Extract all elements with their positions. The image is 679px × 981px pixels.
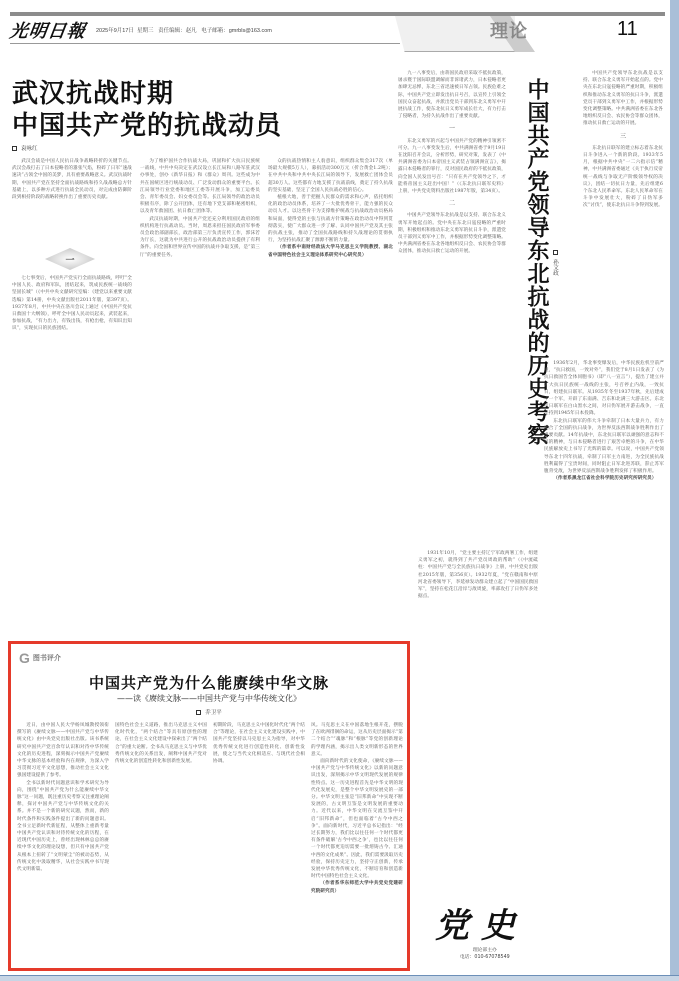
masthead-meta [96,26,272,34]
article-2-title: 中国共产党领导东北抗战的历史考察 [524,78,549,446]
article-2-col-4: 1936年2月，华北事变爆发后，中华民族危机空前严重，“抗日救国，一致对外”，我们党于8月1日发表了《为抗日救国告全体同胞书》（即“八一宣言”），提出了建立并扩大抗日民族统一战线的主张，号召停止内战，一致抗日，组建抗日联军。从1935年冬至1937年秋，先后建成十一个军，开辟了东南满、吉东和北满三大游击区。东北抗日联军在白山黑水之间，对日伪军展开游击战争，一直坚持到1945年日本投降。 东北抗日联军的伟大斗争牵制了日本大量兵力，有力配合了全国的抗日战争，为世界反法西斯战争胜利作出了重要贡献。14年抗战中，东北抗日联军以顽强的意志和不屈的精神，与日本侵略者进行了艰苦卓绝的斗争，在中华民族解放史上书写了光辉的篇章。可以说，中国共产党领导东北十四年抗战，牵制了日军主力南进，为全民族抗战胜利赢得了宝贵时间，同时阻止日军北进苏联，辞止苏军腹背受敌，为世界反法西斯战争胜利发挥了积极作用。 （作者系黑龙江省社会科学院历史研究所研究员） [544,361,664,482]
viewer-bottom-edge [0,975,679,981]
article-1-col-1: 七七事变后，中国共产党实行全面抗战路线，呼吁“全中国人民、政府和军队，团结起来，筑成民族统一战线的坚固长城”（《中共中央文献研究室编：《建党以来重要文献选编》第14册，中央文献出版社2011年版，第397页）。1937年8月，中共中央在洛川会议上通过《中国共产党抗日救国十大纲领》，呼吁全中国人民动员起来，武装起来，参加抗战，“有力出力，有钱出钱，有枪出枪，有知识出知识”，实现抗日的民族团结。 [12,276,132,332]
contact-phone: 电话：010-67078549 [460,955,510,960]
party-history-calligraphy: 党史 [435,906,527,946]
g-logo-icon: G [19,650,30,666]
header-rule [10,43,400,44]
article-1-col-3: 众的抗战热情和主人翁意识，组织群众集会317次（单场最大规模5万人），募捐活动300万元（折合黄金1.2吨）；在中共中央和中共中央长江局的领导下，发展救亡团体会员超30万人。这些都有力地支援了抗战前线，奠定了持久抗战的坚实基础，坚定了全国人民抗战必胜的信心。 植根大地，善于把握人民群众的需求和心声，依托组织化的政治动员体系，培养了一大批优秀骨干，能力强的民众动员人才。以这些骨干为支撑维护统战与抗战政治动员格局和局面，使得党的主张与抗战方针策略在政治动员中得到贯彻落实，使广大群众进一步了解、认同中国共产党及其主张的抗战主张，推动了全国抗战路线和持久战理论的贯彻执行，为坚持抗战汇聚了源源不断的力量。 （作者系中南财经政法大学马克思主义学院教授、湖北省中国特色社会主义理论体系研究中心研究员） [268,159,393,258]
book-review-col-4: 风。马克思主义在中国落地生根开花，摆脱了在欧洲徘徊的命运，这从历史层面揭示“第二个结合”“魂脉”和“根脉”等党的创新理论的学理内涵，揭示出人类文明新形态的世界意义。 面向新时代的文化使命，《赓续文脉——中国共产党与中华传统文化》以新的问题意识出发，深刻揭示中华文明现代发展的规律性特点。这一历史进程首先是中华文明的现代化发展史，是整个中华文明发展史的一部分。中华文明主张是“旧邦新命”中实现不断发展的，古文明互鉴是文明发展的重要动力。近代以来，中华文明在交流互鉴中开启“旧邦新命”，但也面临着“古今中西之争”。面向新时代，习近平总书记指出：“经过长期努力，我们比以往任何一个时代都更有条件破解‘古今中西之争’，也比以往任何一个时代都更迫切需要一批熔铸古今、汇通中西的文化成果”。因此，我们需要汲取历史经验，保持历史定力，坚持守正创新，传承发展中华优秀传统文化，不断培育和创造新时代中国特色社会主义文化。 （作者系华东师范大学中共党史党建研究院研究员） [311,723,403,894]
byline-box-icon [196,710,201,715]
article-1-title: 武汉抗战时期 中国共产党的抗战动员 [12,79,283,141]
byline-box-icon [553,250,558,255]
book-review-byline: 乔卫平 [11,708,407,716]
issue-weekday: 星期三 [136,28,154,34]
article-1-author-note: （作者系中南财经政法大学马克思主义学院教授、湖北省中国特色社会主义理论体系研究中心研究员） [268,245,393,258]
section-label: 理论 [490,21,528,42]
article-2-author-note: （作者系黑龙江省社会科学院历史研究所研究员） [553,476,657,482]
editor-email: 电子邮箱：gmrbls@163.com [201,28,272,34]
book-review-author-note: （作者系华东师范大学中共党史党建研究院研究员） [311,881,403,894]
section-divider-diamond: 一 [45,248,95,270]
book-review-col-2: 国特色社会主义道路，推出马克思主义中国化时代化，“两个结合”等具有原创性的理论，在社会主义文化建设中探索出了“两个结合”的重大论断。全书从马克思主义与中华优秀传统文化的关系出发，阐释中国共产党对传统文化的创造性转化和创新性发展。 [115,723,207,765]
book-review-box [8,641,410,971]
book-review-tag: G 图书评介 [19,650,61,666]
article-1-byline [12,144,38,152]
organizer: 理论部主办 [472,948,497,953]
party-history-info [460,947,510,961]
masthead [10,20,272,40]
book-review-col-1: 近日，由中国人民大学杨凤城教授领衔撰写的《赓续文脉——中国共产党与中华传统文化》由中央党史出版社出版。该书系统研究中国共产党百余年认识和对待中华传统文化的历史进程，深刻揭示中国共产党赓续中华文脉的基本经验和内在规律，为深入学习贯彻习近平文化思想，推动社会主义文化强国建设提供了参考。 全书以新时代问题意识和学术研究为导向，围绕“中国共产党为什么能赓续中华文脉”这一问题，既注重历史考察又注重理论阐释，探讨中国共产党与中华传统文化的关系。并不是一个新的研究议题，然而，新的时代条件和实践条件提出了新的问题意识。全书立足新时代新征程，从整体上重新考量中国共产党认识和对待传统文化的历程，在近现代中国历史上，曾经出现林林总总的赓续中华文化的理论设想，但只有中国共产党从根本上扭转了“文明蒙尘”的被动态势，从传统文化中汲取精华，从社会实践中书写现代文明新篇。 [17,723,109,873]
issue-date: 2025年9月17日 [96,28,134,34]
article-2-col-3: 1931年10月，“党主要主持辽宁军政两署工作，组建义勇军之初，就得到了共产党员周政的帮助”（《中流砥柱：中国共产党与全民族抗日战争》上册，中共党史出版社2015年版，第356页）。1932年夏，“党在赣南和中原河北省委领导下，李延禄发动群众建立起了“中国国民救国军”，坚持在松花江沿岸与敌周旋，率部攻打了日伪军多处据点。 [418,551,538,600]
book-review-subtitle: ——读《赓续文脉——中国共产党与中华传统文化》 [117,694,301,703]
book-review-title: 中国共产党为什么能赓续中华文脉 [88,674,329,692]
book-review-col-3: 初期阶段，马克思主义中国化时代化“两个结合”等理论，在社会主义文化建设实践中，中国共产党坚持以马克思主义为指导，对中华优秀传统文化进行创造性转化、创新性发展，使之与当代文化相适应、与现代社会相协调。 [213,723,305,765]
article-2-col-2: 中国共产党领导东北抗战是以支持、联合东北义勇军开始起点的。党中央在东北日寇侵略的严重时期，积极组织和推动东北义勇军的抗日斗争，派遣党员干部到义勇军中工作，并根据形势变化调整策略。中共满洲省委在东北各地组织反日会、农民协会等群众团体，推动抗日救亡运动的开展。 三 东北抗日联军的建立标志着东北抗日斗争进入一个新的阶段。1933年5月，根据中共中央“一二六指示信”精神，中共满洲省委通过《关于执行反帝统一战线与争取无产阶级领导权的决议》，团结一切抗日力量，先后组建6个东北人民革命军。东北人民革命军在斗争中发展壮大，粉碎了日伪军多次“讨伐”，使东北抗日斗争得到发展。 [583,71,663,209]
article-1-intro: 武汉会战是中国人民抗日战争战略转折的关键节点。武汉会战打击了日本侵略者的嚣张气焰，粉碎了日军“速战速决”占领全中国的美梦，具有重要战略意义。武汉抗战时期，中国共产党在坚持全面抗战路线和持久战战略总方针基础上，以多种方式进行抗战全民动员，对完成由防御阶段到相持阶段的战略转换作出了重要历史贡献。 [12,159,132,201]
byline-box-icon [12,146,17,151]
viewer-scrollbar[interactable] [670,0,679,981]
editor: 责任编辑：赵凡 [158,28,197,34]
article-2-byline [551,250,559,276]
article-2-col-1: 九一八事变后，由蒋国民政府采取不抵抗政策，屠杀暨于国际联盟调解而非诉诸武力，日本侵略者更加肆无忌惮，东北三省迅速被日军占领。民族危难之际，中国共产党立即发出抗日号召，以宣传上引领全国民众奋起抗战，并派出党员干部到东北义勇军中开展抗战工作，使东北抗日义勇军成长壮大，有力打击了侵略者，为持久抗战作出了重要贡献。 一 东北义勇军的兴起与中国共产党的精神引领密不可分。九一八事变发生后，中共满洲省委于9月19日在沈阳召开会议，分析形势，研究对策，发表了《中共满洲省委为日本帝国主义武装占领满洲宣言》，揭露日本侵略者的罪行，反对国民政府的不抵抗政策，向全国人民发出号召：“只有在共产党领导之下，才能将帝国主义赶出中国！”（《东北抗日联军史料》上册，中共党史资料出版社1987年版，第34页）。 二 中国共产党领导东北抗战是以支持、联合东北义勇军开始起点的。党中央在东北日寇侵略的严重时期，积极组织和推动东北义勇军的抗日斗争，派遣党员干部到义勇军中工作，并根据形势变化调整策略。中共满洲省委在东北各地组织反日会、农民协会等群众团体，推动抗日救亡运动的开展。 [398,71,506,255]
newspaper-logo: 光明日報 [8,21,88,42]
article-2-author: 孙文政 [552,259,558,276]
article-1-author: 袁咏红 [21,146,38,152]
article-1-col-2: 为了维护国共合作抗战大局，巩固和扩大抗日民族统一战线，中共中央决定在武汉设立长江局和八路军驻武汉办事处，创办《新华日报》和《群众》周刊。这些成为中共在国统区进行统战动员、广泛发动群众的重要平台。长江局领导行业党委和地区工委等开展斗争，加工运委员会、青年委员会、妇女委员会等。长江局领导的政治动员积极有序，除了公开团体，还有地下党支部和秘密组织，以及青年救国团、抗日救亡团体等。 武汉抗战时期，中国共产党还充分利用国民政府的组织机构进行抗战动员。当时，周恩来担任国民政府军事委员会政治部副部长，政治部第三厅负责宣传工作，郭沫若为厅长，这就为中共进行公开的抗战政治动员提供了有利条件。向全国和世界宣传中国的抗战并争取支援，是“第三厅”的重要任务。 [140,159,260,258]
page-number: 11 [617,18,638,40]
